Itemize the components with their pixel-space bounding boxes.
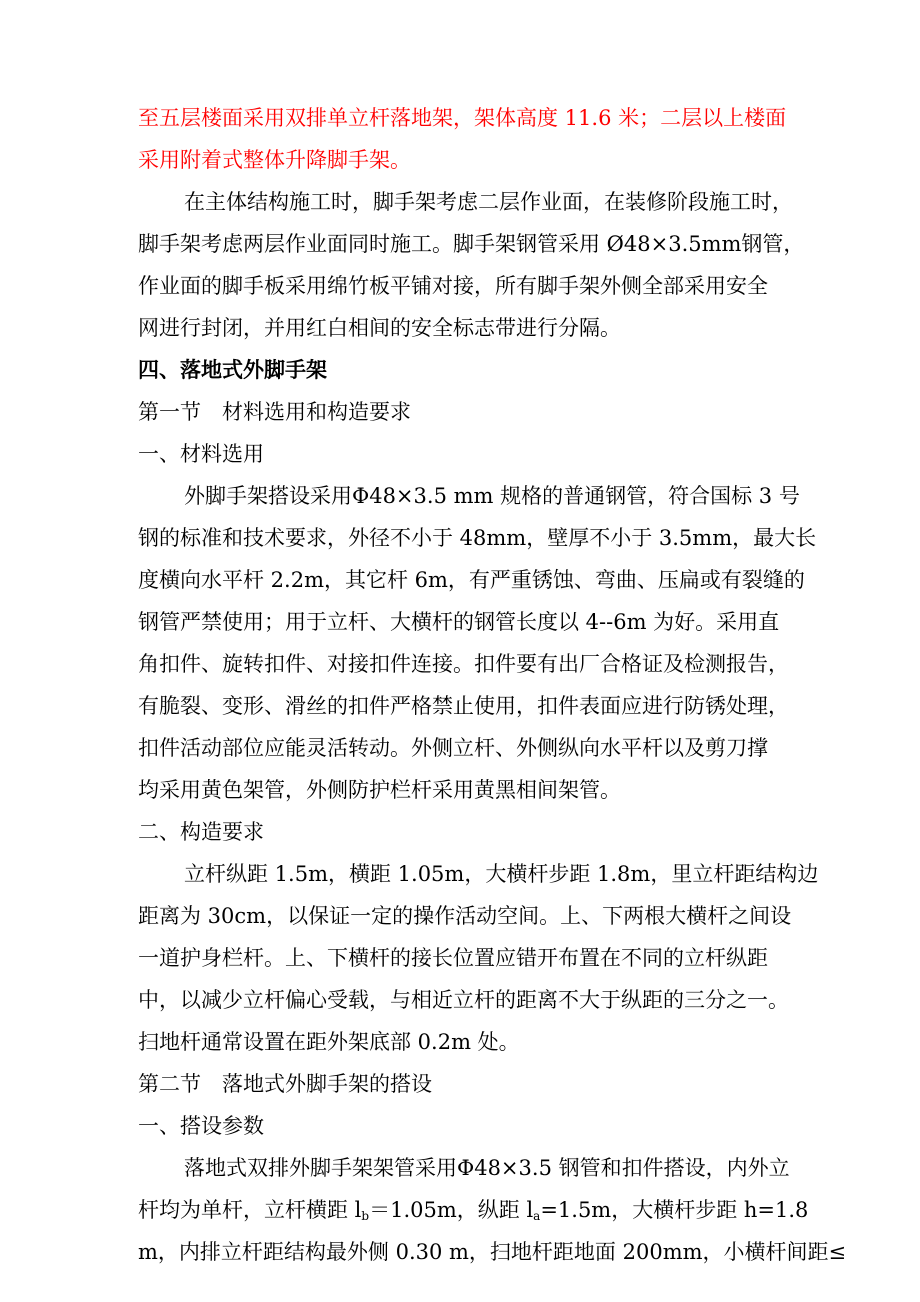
subscript: b [361,1209,370,1223]
subsection-heading: 一、材料选用 [138,442,264,466]
paragraph-line: 均采用黄色架管，外侧防护栏杆采用黄黑相间架管。 [138,778,621,802]
paragraph-line: 扣件活动部位应能灵活转动。外侧立杆、外侧纵向水平杆以及剪刀撑 [138,736,768,760]
paragraph-line: 立杆纵距 1.5m，横距 1.05m，大横杆步距 1.8m，里立杆距结构边 [184,862,819,886]
paragraph-line: 至五层楼面采用双排单立杆落地架，架体高度 11.6 米；二层以上楼面 [138,106,787,130]
paragraph-line: m，内排立杆距结构最外侧 0.30 m，扫地杆距地面 200mm，小横杆间距≤ [138,1240,847,1264]
paragraph-line [138,1189,809,1231]
paragraph-line: 脚手架考虑两层作业面同时施工。脚手架钢管采用 Ø48×3.5mm钢管， [138,232,805,256]
paragraph-line: 钢管严禁使用；用于立杆、大横杆的钢管长度以 4--6m 为好。采用直 [138,610,780,634]
paragraph-line: 有脆裂、变形、滑丝的扣件严格禁止使用，扣件表面应进行防锈处理， [138,694,789,718]
paragraph-line: 在主体结构施工时，脚手架考虑二层作业面，在装修阶段施工时， [184,190,793,214]
paragraph-line: 扫地杆通常设置在距外架底部 0.2m 处。 [138,1030,520,1054]
paragraph-line: 距离为 30cm，以保证一定的操作活动空间。上、下两根大横杆之间设 [138,904,792,928]
document-page [138,97,847,1273]
paragraph-line: 采用附着式整体升降脚手架。 [138,148,411,172]
paragraph-line: 中，以减少立杆偏心受载，与相近立杆的距离不大于纵距的三分之一。 [138,988,789,1012]
paragraph-line: 一道护身栏杆。上、下横杆的接长位置应错开布置在不同的立杆纵距 [138,946,768,970]
subsection-heading: 二、构造要求 [138,820,264,844]
text-run: ＝1.05m，纵距 l [369,1198,534,1222]
text-run: 杆均为单杆，立杆横距 l [138,1198,362,1222]
paragraph-line: 角扣件、旋转扣件、对接扣件连接。扣件要有出厂合格证及检测报告， [138,652,789,676]
paragraph-line: 作业面的脚手板采用绵竹板平铺对接，所有脚手架外侧全部采用安全 [138,274,768,298]
subsection-heading: 一、搭设参数 [138,1114,264,1138]
section-heading: 四、落地式外脚手架 [138,357,327,382]
paragraph-line: 落地式双排外脚手架架管采用Φ48×3.5 钢管和扣件搭设，内外立 [184,1156,790,1180]
text-run: =1.5m，大横杆步距 h=1.8 [540,1198,809,1222]
node-heading: 第一节 材料选用和构造要求 [138,400,411,424]
paragraph-line: 度横向水平杆 2.2m，其它杆 6m，有严重锈蚀、弯曲、压扁或有裂缝的 [138,568,805,592]
paragraph-line: 外脚手架搭设采用Φ48×3.5 mm 规格的普通钢管，符合国标 3 号 [184,484,800,508]
node-heading: 第二节 落地式外脚手架的搭设 [138,1072,432,1096]
paragraph-line: 钢的标准和技术要求，外径不小于 48mm，壁厚不小于 3.5mm，最大长 [138,526,817,550]
subscript: a [533,1209,541,1223]
paragraph-line: 网进行封闭，并用红白相间的安全标志带进行分隔。 [138,316,621,340]
